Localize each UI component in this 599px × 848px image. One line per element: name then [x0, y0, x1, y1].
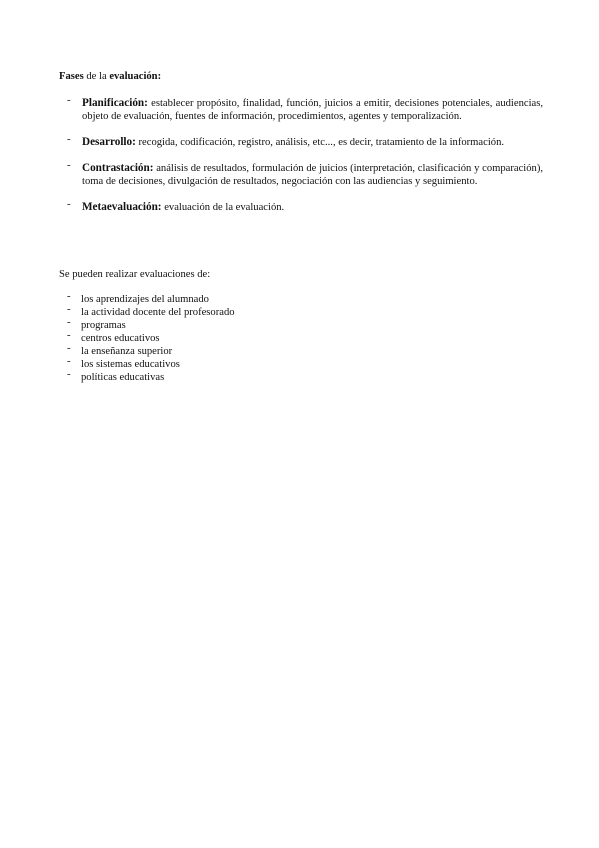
bullet-dash: - [67, 330, 71, 341]
phase-description: establecer propósito, finalidad, función, juicios a emitir, decisiones potenciales, audiencias, objeto de evaluación, fuentes de información, procedimientos, agentes y temporalización. [82, 98, 543, 122]
phase-item-metaevaluacion [67, 201, 543, 214]
list-item [67, 345, 467, 358]
list-item [67, 293, 467, 306]
bullet-dash: - [67, 134, 71, 145]
list-item-text: programas [81, 320, 126, 331]
list-item-text: la actividad docente del profesorado [81, 307, 235, 318]
list-item-text: los aprendizajes del alumnado [81, 294, 209, 305]
phase-term: Metaevaluación: [82, 201, 162, 213]
evaluation-topics-list [67, 293, 467, 384]
list-item [67, 306, 467, 319]
bullet-dash: - [67, 356, 71, 367]
list-item-text: la enseñanza superior [81, 346, 173, 357]
bullet-dash: - [67, 291, 71, 302]
section-heading [59, 70, 539, 83]
list-item-text: políticas educativas [81, 372, 165, 383]
bullet-dash: - [67, 199, 71, 210]
list-item [67, 319, 467, 332]
phases-list [67, 97, 543, 227]
heading-connector: de la [83, 71, 110, 82]
list-item-text: centros educativos [81, 333, 160, 344]
bullet-dash: - [67, 95, 71, 106]
bullet-dash: - [67, 369, 71, 380]
heading-evaluacion: evaluación: [109, 71, 162, 82]
phase-description: evaluación de la evaluación. [161, 202, 285, 213]
bullet-dash: - [67, 343, 71, 354]
bullet-dash: - [67, 304, 71, 315]
list-item [67, 358, 467, 371]
phase-item-desarrollo [67, 136, 543, 149]
phase-description: recogida, codificación, registro, análisis, etc..., es decir, tratamiento de la información. [135, 137, 505, 148]
bullet-dash: - [67, 317, 71, 328]
list-item [67, 371, 467, 384]
phase-term: Contrastación: [82, 162, 154, 174]
phase-term: Desarrollo: [82, 136, 136, 148]
bullet-dash: - [67, 160, 71, 171]
heading-fases: Fases [59, 71, 84, 82]
phase-item-planificacion [67, 97, 543, 123]
phase-term: Planificación: [82, 97, 148, 109]
list-item [67, 332, 467, 345]
list-item-text: los sistemas educativos [81, 359, 180, 370]
phase-item-contrastacion [67, 162, 543, 188]
intro-paragraph: Se pueden realizar evaluaciones de: [59, 269, 211, 280]
phase-description: análisis de resultados, formulación de juicios (interpretación, clasificación y comparación), toma de decisiones, divulgación de resultados, negociación con las audiencias y seguimiento. [82, 163, 543, 187]
